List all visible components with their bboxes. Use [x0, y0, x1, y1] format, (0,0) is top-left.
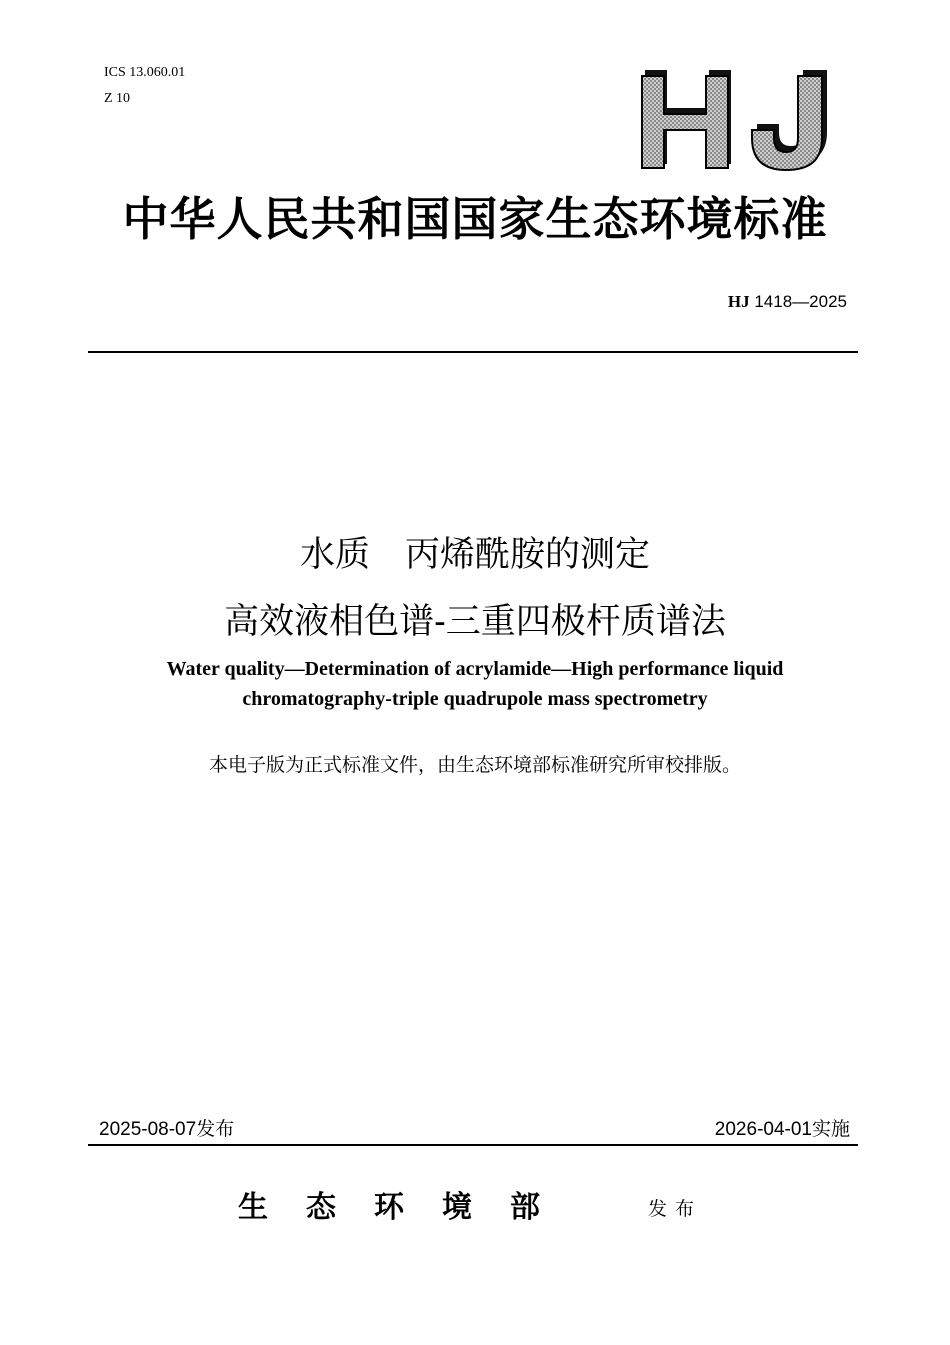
publisher-suffix: 发布	[648, 1199, 703, 1220]
standard-number	[728, 292, 847, 312]
hj-logo	[640, 70, 834, 172]
org-title: 中华人民共和国国家生态环境标准	[122, 194, 828, 245]
classification-code: Z 10	[104, 91, 131, 106]
bottom-divider	[88, 1144, 858, 1146]
standard-prefix: HJ	[727, 292, 750, 311]
top-divider	[88, 351, 858, 353]
ics-code: ICS 13.060.01	[104, 65, 186, 80]
publisher-name: 生态环境部	[238, 1191, 578, 1224]
title-zh-line2: 高效液相色谱-三重四极杆质谱法	[224, 602, 726, 641]
edition-note: 本电子版为正式标准文件，由生态环境部标准研究所审校排版。	[208, 755, 741, 776]
title-zh-line1: 水质 丙烯酰胺的测定	[299, 535, 650, 574]
standard-code: 1418—2025	[749, 292, 847, 311]
title-en-line1: Water quality—Determination of acrylamide—High performance liquid	[166, 658, 784, 680]
issue-date: 2025-08-07发布	[99, 1119, 235, 1140]
implementation-date: 2026-04-01实施	[714, 1119, 850, 1140]
title-en-line2: chromatography-triple quadrupole mass spectrometry	[242, 688, 708, 710]
